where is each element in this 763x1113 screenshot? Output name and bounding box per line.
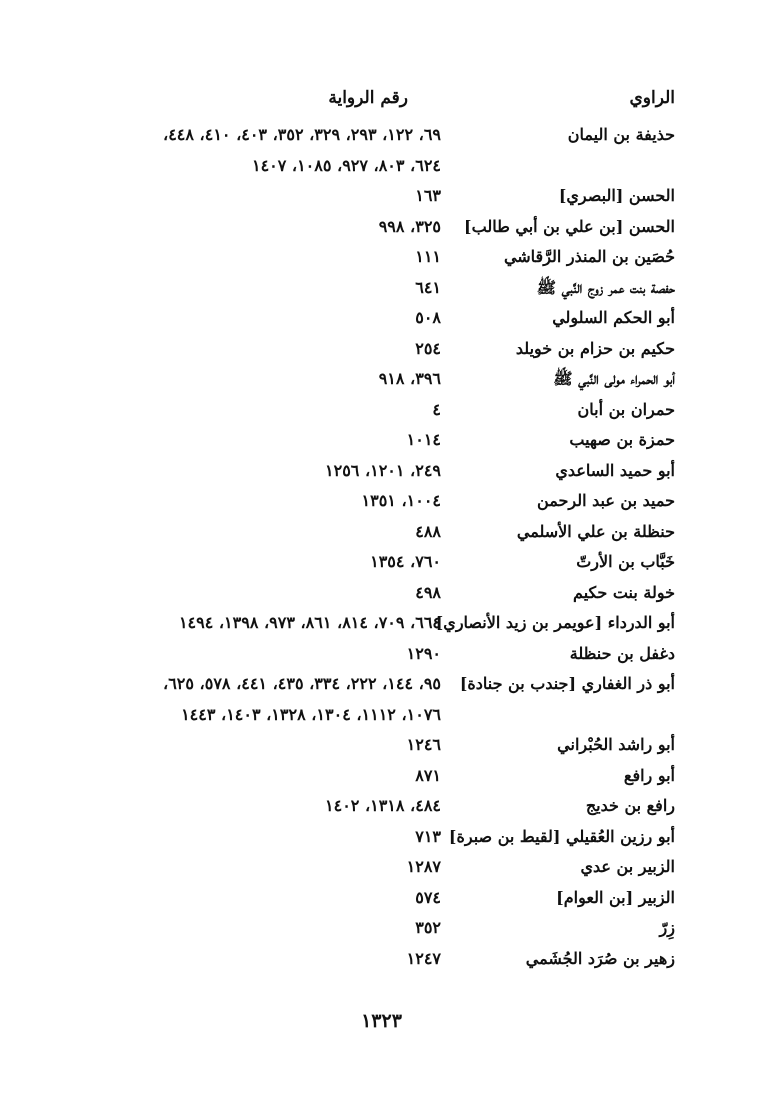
narrator-column-header: الراوي (629, 88, 675, 108)
narration-numbers: ٦٩، ١٢٢، ٢٩٣، ٣٢٩، ٣٥٢، ٤٠٣، ٤١٠، ٤٤٨، (163, 125, 441, 144)
index-entry (0, 791, 763, 822)
index-entry (0, 212, 763, 243)
narrator-name: دغفل بن حنظلة (569, 643, 675, 663)
narrator-name: أبو الحكم السلولي (552, 308, 675, 327)
narration-numbers: ٨٧١ (415, 765, 441, 785)
narration-number-column-header: رقم الرواية (328, 88, 408, 108)
narrator-name: أبو الحمراء مولى النَّبي ﷺ (553, 369, 675, 388)
index-entry (0, 517, 763, 548)
narration-numbers: ٥٠٨ (415, 308, 441, 327)
column-headers (0, 88, 763, 118)
narrator-name: حُصَين بن المنذر الرَّقاشي (503, 247, 675, 266)
narrator-name: الحسن [بن علي بن أبي طالب] (464, 216, 675, 236)
narration-numbers: ٦٦٤، ٧٠٩، ٨١٤، ٨٦١، ٩٧٣، ١٣٩٨، ١٤٩٤ (178, 613, 441, 632)
narrator-name: حنظلة بن علي الأسلمي (516, 521, 675, 541)
narrator-name: أبو ذر الغفاري [جندب بن جنادة] (459, 674, 675, 693)
narration-numbers: ١١١ (415, 247, 441, 266)
narrator-name: حذيفة بن اليمان (567, 125, 675, 144)
index-entry-continuation (0, 151, 763, 182)
index-entries (0, 120, 763, 974)
index-entry (0, 120, 763, 151)
narration-numbers: ٧٦٠، ١٣٥٤ (370, 552, 441, 571)
narrator-name: رافع بن خديج (585, 796, 675, 815)
index-entry (0, 730, 763, 761)
narrator-name: أبو رافع (623, 765, 675, 785)
index-entry (0, 395, 763, 426)
narrator-name: حميد بن عبد الرحمن (537, 491, 675, 510)
narration-numbers: ٣٢٥، ٩٩٨ (378, 216, 441, 236)
narrator-name: الحسن [البصري] (558, 186, 675, 205)
narration-numbers: ٣٩٦، ٩١٨ (378, 369, 441, 388)
index-entry (0, 547, 763, 578)
index-entry-continuation (0, 700, 763, 731)
index-entry (0, 913, 763, 944)
index-entry (0, 883, 763, 914)
narrator-name: حفصة بنت عمر زوج النَّبي ﷺ (536, 277, 675, 297)
narration-numbers: ١٢٤٦ (406, 735, 441, 754)
narration-numbers: ٢٤٩، ١٢٠١، ١٢٥٦ (325, 460, 441, 480)
narrator-name: زِرّ (659, 918, 675, 937)
narration-numbers: ١٠١٤ (406, 430, 441, 449)
narration-numbers: ٦٤١ (415, 277, 441, 297)
narrator-name: أبو راشد الحُبْراني (557, 735, 675, 754)
narration-numbers: ١٢٨٧ (406, 857, 441, 876)
narration-numbers: ١٦٣ (415, 186, 441, 205)
narration-numbers: ٧١٣ (415, 826, 441, 846)
index-entry (0, 303, 763, 334)
index-entry (0, 944, 763, 975)
narration-numbers: ١٠٠٤، ١٣٥١ (361, 491, 441, 510)
narration-numbers: ١٠٧٦، ١١١٢، ١٣٠٤، ١٣٢٨، ١٤٠٣، ١٤٤٣ (181, 704, 441, 724)
narrator-name: خولة بنت حكيم (573, 582, 675, 602)
index-entry (0, 761, 763, 792)
index-entry (0, 486, 763, 517)
index-entry (0, 639, 763, 670)
narrator-name: حكيم بن حزام بن خويلد (515, 338, 675, 358)
narrator-name: أبو حميد الساعدي (555, 460, 675, 480)
index-entry (0, 425, 763, 456)
narrator-name: خَبَّاب بن الأرتّ (576, 552, 675, 571)
index-entry (0, 181, 763, 212)
narration-numbers: ٩٥، ١٤٤، ٢٢٢، ٣٣٤، ٤٣٥، ٤٤١، ٥٧٨، ٦٢٥، (163, 674, 441, 693)
index-entry (0, 608, 763, 639)
narrator-name: حمزة بن صهيب (569, 430, 675, 449)
narration-numbers: ١٢٤٧ (406, 948, 441, 968)
narration-numbers: ٤ (432, 399, 441, 419)
narrator-name: أبو الدرداء [عويمر بن زيد الأنصاري] (435, 613, 675, 632)
index-entry (0, 456, 763, 487)
narration-numbers: ٢٥٤ (415, 338, 441, 358)
index-entry (0, 578, 763, 609)
index-entry (0, 242, 763, 273)
index-entry (0, 852, 763, 883)
narrator-name: الزبير بن عدي (580, 857, 675, 876)
narration-numbers: ٥٧٤ (415, 887, 441, 907)
narration-numbers: ١٢٩٠ (406, 643, 441, 663)
narrator-name: الزبير [بن العوام] (556, 887, 675, 907)
index-entry (0, 669, 763, 700)
narration-numbers: ٣٥٢ (415, 918, 441, 937)
index-entry (0, 334, 763, 365)
narration-numbers: ٤٨٨ (415, 521, 441, 541)
index-entry (0, 364, 763, 395)
narrator-name: أبو رزين العُقيلي [لقيط بن صبرة] (448, 826, 675, 846)
narrator-name: حمران بن أبان (577, 399, 675, 419)
page-number: ١٣٢٣ (361, 1010, 402, 1032)
narration-numbers: ٤٨٤، ١٣١٨، ١٤٠٢ (325, 796, 441, 815)
narration-numbers: ٤٩٨ (415, 582, 441, 602)
index-entry (0, 273, 763, 304)
narrator-name: زهير بن صُرَد الجُشَمي (525, 948, 675, 968)
index-entry (0, 822, 763, 853)
narration-numbers: ٦٢٤، ٨٠٣، ٩٢٧، ١٠٨٥، ١٤٠٧ (251, 155, 441, 175)
